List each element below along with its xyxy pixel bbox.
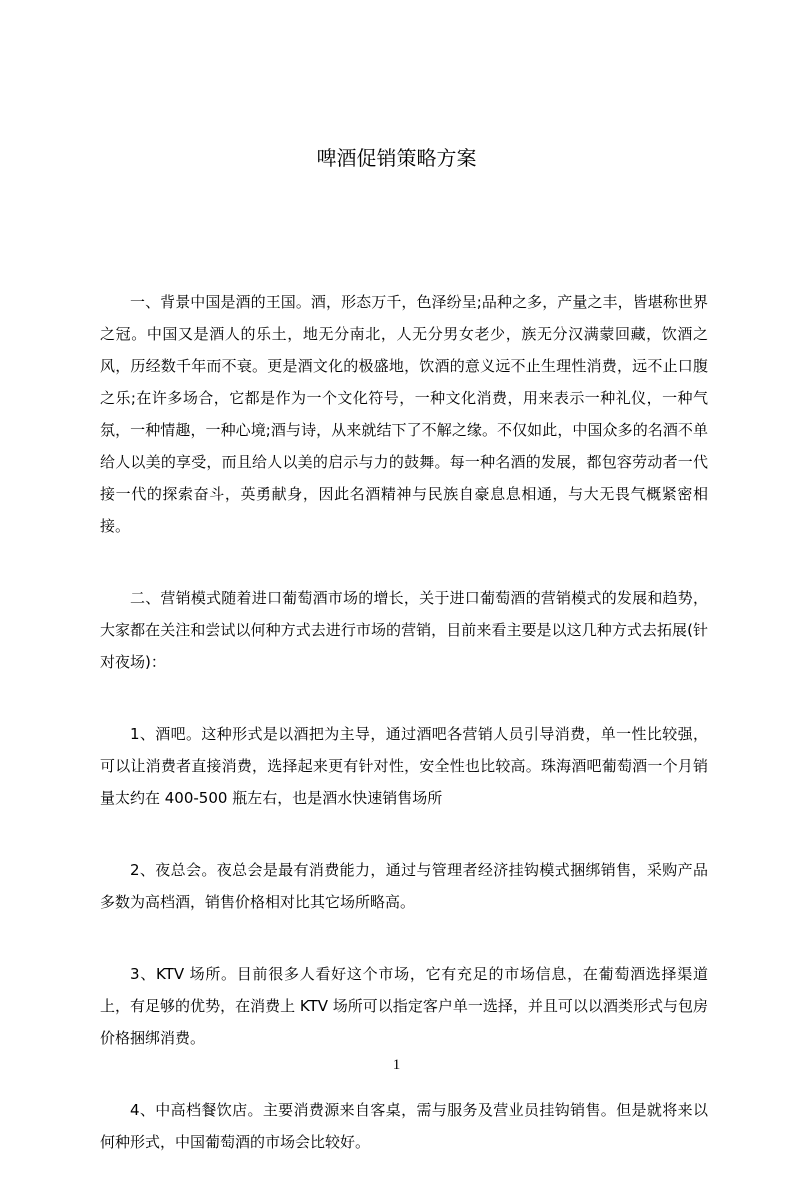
paragraph-bar: 1、酒吧。这种形式是以酒把为主导，通过酒吧各营销人员引导消费，单一性比较强，可以让消费者直接消费，选择起来更有针对性，安全性也比较高。珠海酒吧葡萄酒一个月销量太约在 400-500 瓶左右，也是酒水快速销售场所 (100, 725, 708, 807)
paragraph-background: 一、背景中国是酒的王国。酒，形态万千，色泽纷呈;品种之多，产量之丰，皆堪称世界之冠。中国又是酒人的乐土，地无分南北，人无分男女老少，族无分汉满蒙回藏，饮酒之风，历经数千年而不衰。更是酒文化的极盛地，饮酒的意义远不止生理性消费，远不止口腹之乐;在许多场合，它都是作为一个文化符号，一种文化消费，用来表示一种礼仪，一种气氛，一种情趣，一种心境;酒与诗，从来就结下了不解之缘。不仅如此，中国众多的名酒不单给人以美的享受，而且给人以美的启示与力的鼓舞。每一种名酒的发展，都包容劳动者一代接一代的探索奋斗，英勇献身，因此名酒精神与民族自豪息息相通，与大无畏气概紧密相接。 (100, 293, 708, 535)
paragraph-nightclub: 2、夜总会。夜总会是最有消费能力，通过与管理者经济挂钩模式捆绑销售，采购产品多数为高档酒，销售价格相对比其它场所略高。 (100, 861, 708, 911)
page-number: 1 (392, 1057, 401, 1073)
paragraph-ktv: 3、KTV 场所。目前很多人看好这个市场，它有充足的市场信息，在葡萄酒选择渠道上，有足够的优势，在消费上 KTV 场所可以指定客户单一选择，并且可以以酒类形式与包房价格捆绑消费。 (100, 965, 708, 1047)
paragraph-marketing-model: 二、营销模式随着进口葡萄酒市场的增长，关于进口葡萄酒的营销模式的发展和趋势，大家都在关注和尝试以何种方式去进行市场的营销，目前来看主要是以这几种方式去拓展(针对夜场)： (100, 589, 708, 671)
paragraph-restaurant: 4、中高档餐饮店。主要消费源来自客桌，需与服务及营业员挂钩销售。但是就将来以何种形式，中国葡萄酒的市场会比较好。 (100, 1101, 708, 1151)
document-title: 啤酒促销策略方案 (316, 146, 477, 170)
